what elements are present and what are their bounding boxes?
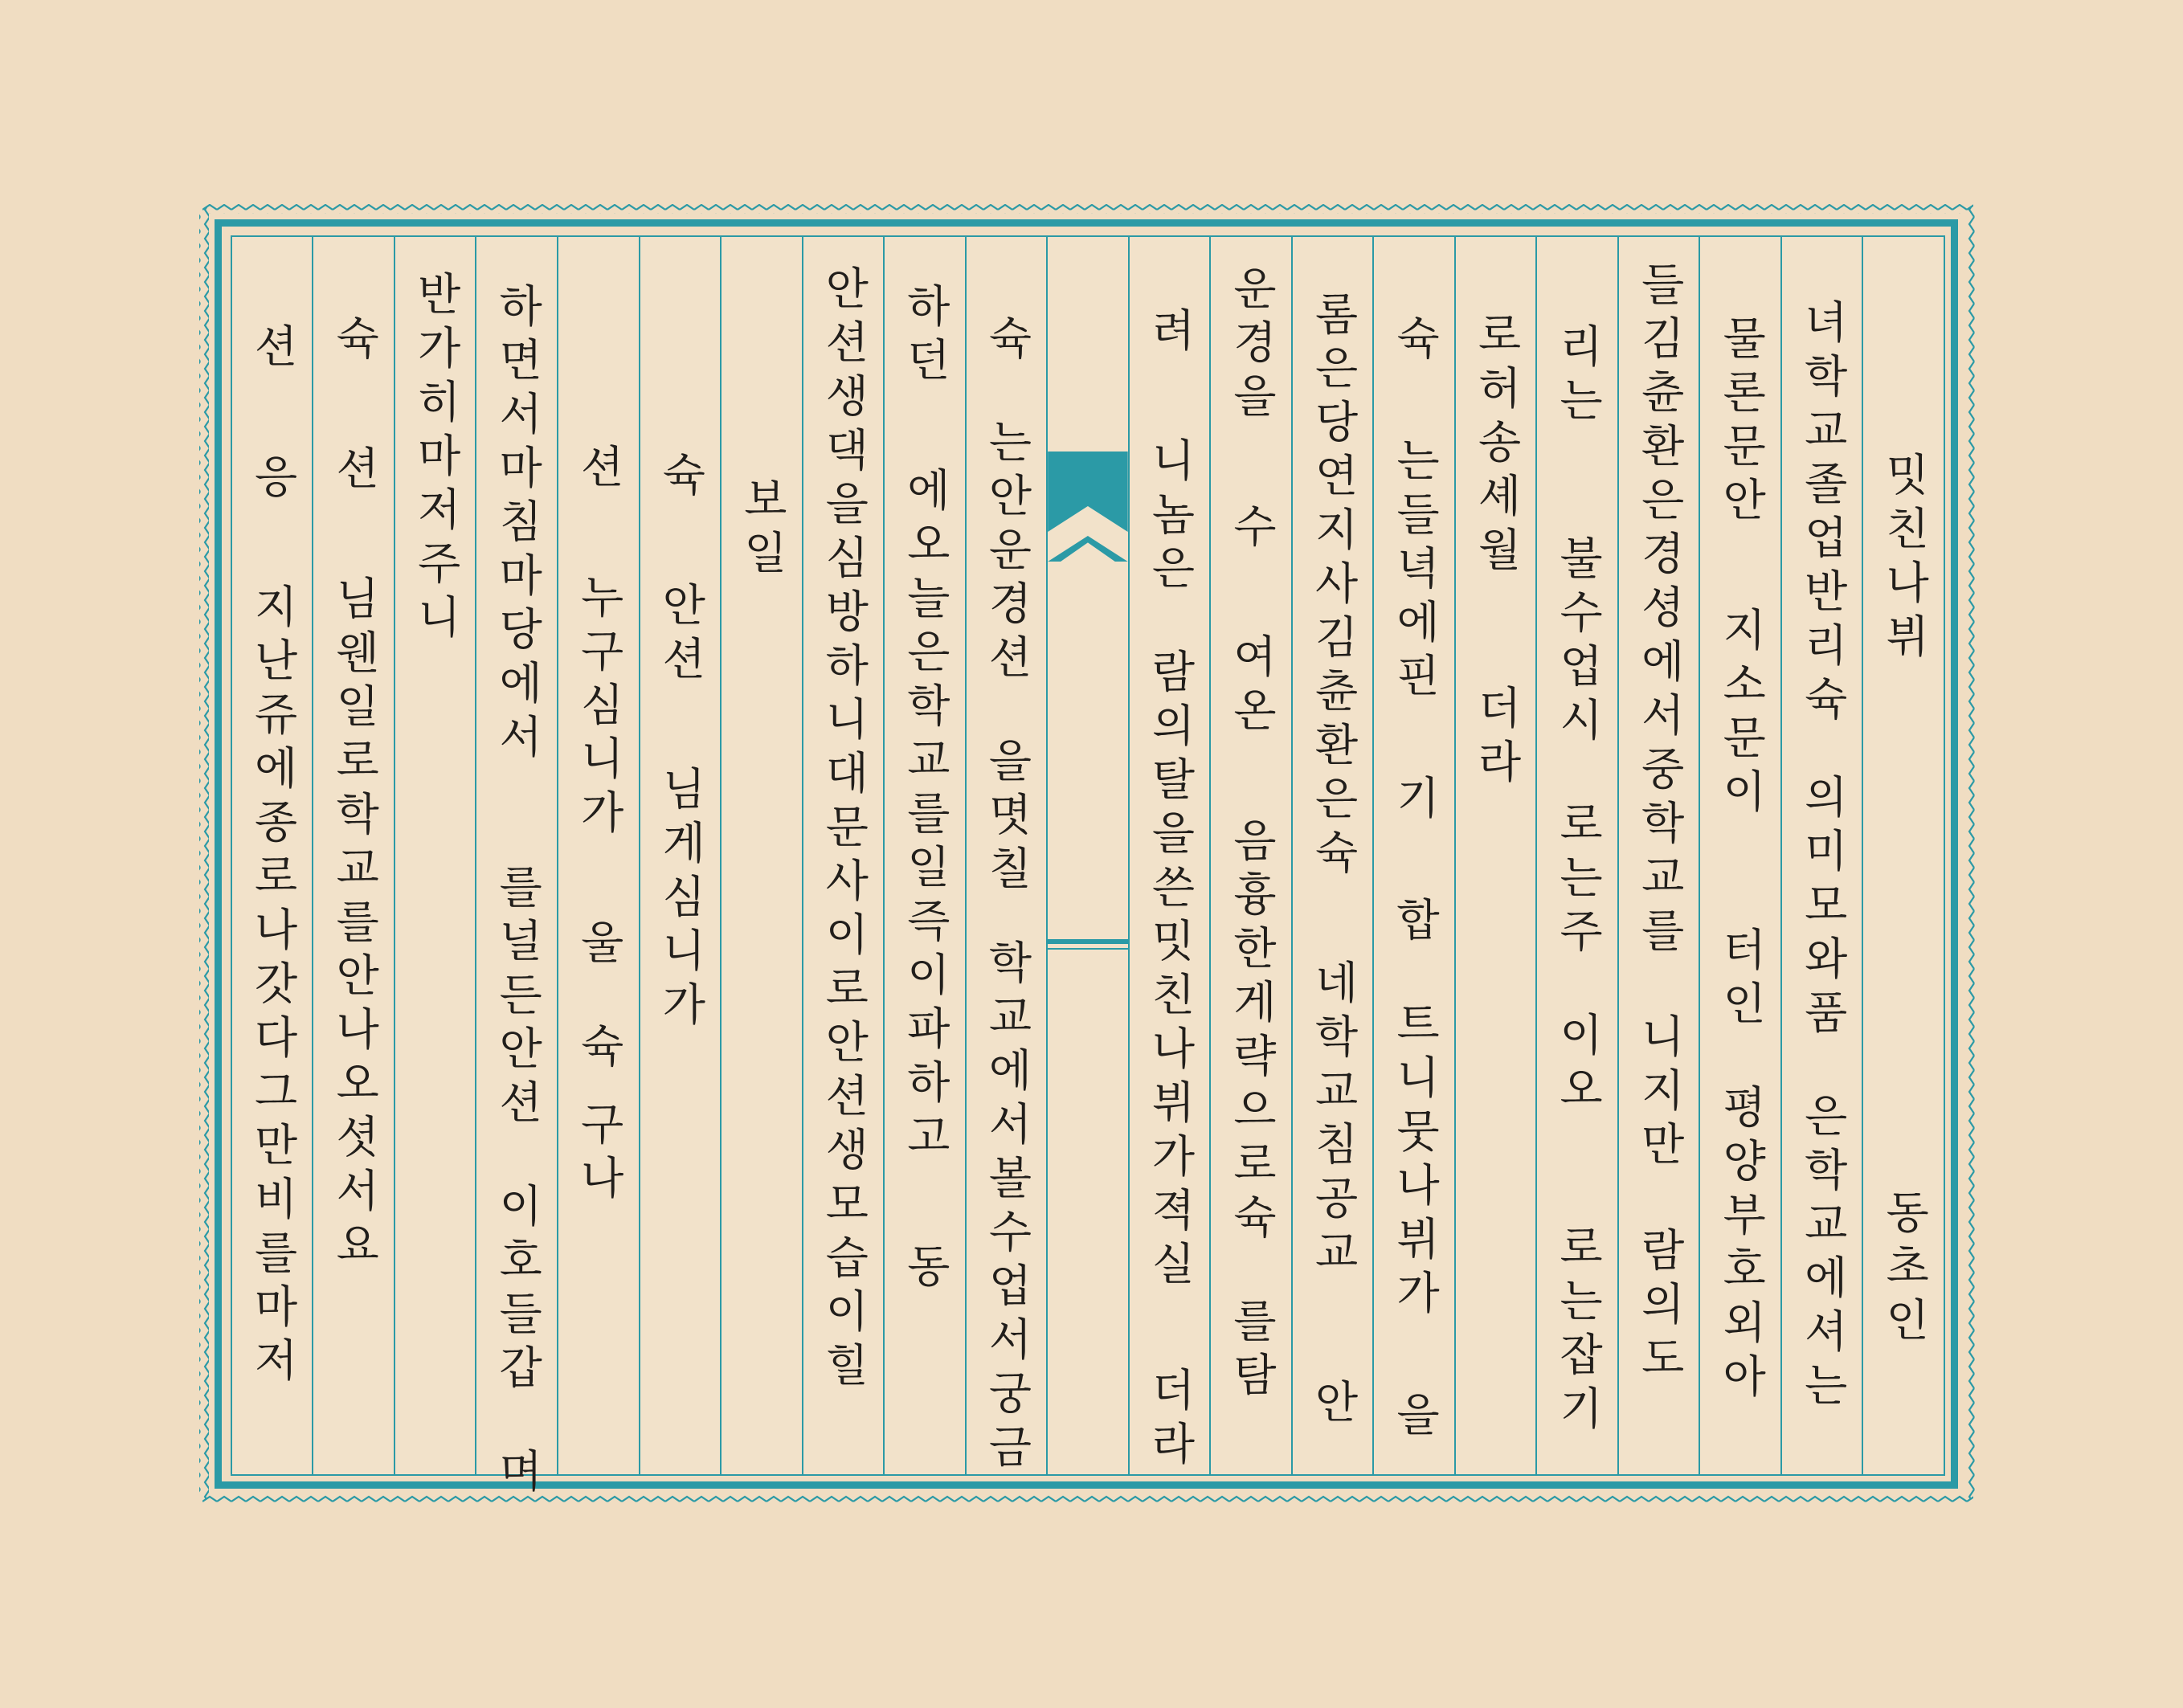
column-04 (1617, 237, 1699, 1474)
handwritten-text: 평양부호외아 (1715, 1084, 1765, 1407)
column-title (1862, 237, 1944, 1474)
handwritten-text: 보일 (737, 476, 787, 583)
handwritten-text: 지소문이 (1715, 607, 1765, 822)
handwritten-text: 합 (1389, 897, 1439, 950)
double-rule-icon (1048, 939, 1128, 944)
handwritten-text: 슉 (981, 315, 1031, 369)
handwritten-text: 는들녁에핀 (1389, 437, 1439, 706)
handwritten-text: 롬은당연지사김츈환은슉 (1308, 291, 1358, 883)
handwritten-text: 리는 (1552, 323, 1602, 431)
handwritten-text: 니지만 (1634, 1013, 1684, 1175)
column-16 (639, 237, 721, 1474)
handwritten-text: 네학교침공교 (1308, 959, 1358, 1282)
column-05 (1535, 237, 1617, 1474)
handwritten-text: 수 (1226, 503, 1276, 557)
column-17 (557, 237, 639, 1474)
handwritten-text: 밋친나뷔 (1878, 452, 1928, 667)
handwritten-text: 션 (247, 323, 297, 377)
handwritten-text: 물론문안 (1715, 315, 1765, 530)
handwritten-text: 를널든안션 (492, 864, 542, 1133)
handwritten-text: 이호들갑 (492, 1183, 542, 1398)
handwritten-text: 안션 (655, 582, 705, 689)
handwritten-text: 를탐 (1226, 1297, 1276, 1405)
handwritten-text: 동 (900, 1243, 950, 1297)
column-09 (1209, 237, 1291, 1474)
handwritten-text: 로는주 (1552, 800, 1602, 962)
handwritten-text: 람의탈을쓴밋친나뷔가젹실 (1144, 648, 1194, 1294)
handwritten-text: 학교에서볼수업서궁금 (981, 939, 1031, 1477)
handwritten-text: 터인 (1715, 926, 1765, 1034)
handwritten-text: 트니뭇나뷔가 (1389, 1000, 1439, 1323)
handwritten-text: 며 (492, 1448, 542, 1502)
column-14 (802, 237, 884, 1474)
handwritten-text: 람의도 (1634, 1227, 1684, 1388)
handwritten-text: 누구심니가 (574, 574, 623, 843)
handwritten-text: 더라 (1144, 1367, 1194, 1474)
column-12 (965, 237, 1047, 1477)
handwritten-text: 님게심니가 (655, 766, 705, 1035)
handwritten-text: 에오늘은학교를일즉이파하고 (900, 467, 950, 1167)
handwritten-text: 기 (1389, 774, 1439, 828)
handwritten-text: 들김츈환은경셩에서중학교를 (1634, 261, 1684, 961)
column-10 (1128, 237, 1210, 1474)
column-20 (312, 237, 394, 1474)
handwritten-text: 션 (329, 445, 378, 499)
handwritten-text: 는안운경션 (981, 419, 1031, 688)
column-06 (1454, 237, 1536, 1474)
bookmark-ribbon-icon (1048, 452, 1128, 532)
handwritten-text: 안션생댁을심방하니대문사이로안션생모습이힐 (818, 265, 868, 1395)
handwritten-text: 더라 (1471, 684, 1521, 792)
column-08 (1291, 237, 1373, 1474)
handwritten-text: 동초인 (1878, 1189, 1928, 1350)
column-13 (883, 237, 965, 1474)
handwritten-text: 울 (574, 919, 623, 973)
handwritten-text: 의미모와품 (1797, 774, 1847, 1043)
handwritten-text: 안 (1308, 1379, 1358, 1432)
handwritten-text: 은학교에셔는 (1797, 1093, 1847, 1416)
handwritten-text: 로허송셰월 (1471, 311, 1521, 580)
handwritten-text: 구나 (574, 1101, 623, 1208)
column-18 (475, 237, 557, 1502)
handwritten-text: 슉 (574, 1023, 623, 1077)
handwritten-text: 운경을 (1226, 265, 1276, 427)
handwritten-text: 슉 (655, 452, 705, 505)
column-21 (232, 237, 313, 1474)
double-rule-icon (1048, 948, 1128, 950)
column-15 (720, 237, 802, 1474)
column-07 (1372, 237, 1454, 1474)
handwritten-text: 음흉한게략으로슉 (1226, 817, 1276, 1248)
handwritten-text: 불수업시 (1552, 535, 1602, 750)
column-ribbon (1046, 237, 1128, 1474)
handwritten-text: 이오 (1552, 1011, 1602, 1119)
handwritten-text: 슉 (1389, 315, 1439, 369)
column-03 (1699, 237, 1780, 1474)
column-19 (394, 237, 476, 1474)
column-02 (1780, 237, 1862, 1474)
handwritten-text: 을 (1389, 1391, 1439, 1445)
handwritten-text: 응 (247, 453, 297, 507)
handwritten-text: 하던 (900, 283, 950, 390)
handwritten-text: 반가히마저주니 (411, 271, 460, 648)
handwritten-text: 니놈은 (1144, 437, 1194, 599)
handwritten-text: 려 (1144, 307, 1194, 361)
handwritten-text: 녀학교졸업반리슉 (1797, 299, 1847, 729)
handwritten-text: 지난쥬에종로나갓다그만비를마저 (247, 583, 297, 1391)
handwritten-text: 션 (574, 443, 623, 497)
handwritten-text: 을몃칠 (981, 738, 1031, 899)
chevron-up-icon (1048, 536, 1128, 562)
column-grid (231, 235, 1945, 1502)
handwritten-text: 하면서마침마당에서 (492, 283, 542, 767)
handwritten-text: 슉 (329, 315, 378, 369)
handwritten-text: 로는잡기 (1552, 1224, 1602, 1439)
handwritten-text: 님웬일로학교를안나오셧서요 (329, 575, 378, 1275)
handwritten-text: 여온 (1226, 633, 1276, 741)
